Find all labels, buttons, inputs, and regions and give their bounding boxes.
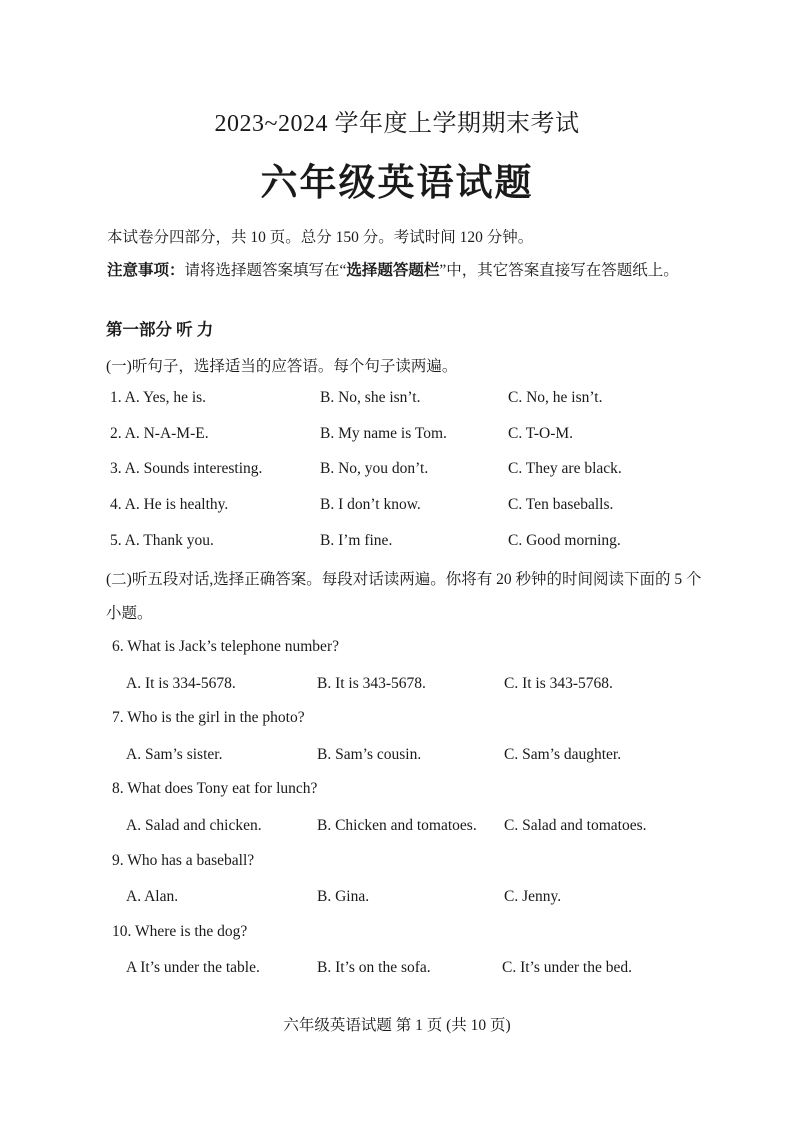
- question-6-option-b: B. It is 343-5678.: [317, 675, 426, 692]
- subsection-2-instructions-cont: 小题。: [106, 605, 153, 622]
- question-3-option-c: C. They are black.: [508, 460, 622, 477]
- question-1-option-b: B. No, she isn’t.: [320, 389, 421, 406]
- notice-text-post: ”中，其它答案直接写在答题纸上。: [439, 262, 679, 279]
- question-7-option-a: A. Sam’s sister.: [126, 746, 223, 763]
- question-6-stem: 6. What is Jack’s telephone number?: [112, 638, 339, 655]
- question-9-option-a: A. Alan.: [126, 888, 179, 905]
- page-footer: 六年级英语试题 第 1 页 (共 10 页): [283, 1017, 511, 1034]
- question-5-option-c: C. Good morning.: [508, 532, 621, 549]
- question-3-option-b: B. No, you don’t.: [320, 460, 429, 477]
- question-6-option-a: A. It is 334-5678.: [126, 675, 236, 692]
- exam-title: 2023~2024 学年度上学期期末考试: [214, 111, 580, 137]
- exam-info: 本试卷分四部分，共 10 页。总分 150 分。考试时间 120 分钟。: [107, 229, 534, 246]
- subsection-1-instructions: (一)听句子，选择适当的应答语。每个句子读两遍。: [106, 358, 458, 375]
- question-7-option-b: B. Sam’s cousin.: [317, 746, 422, 763]
- question-1-option-c: C. No, he isn’t.: [508, 389, 603, 406]
- question-2-option-c: C. T-O-M.: [508, 425, 574, 442]
- question-3-option-a: 3. A. Sounds interesting.: [110, 460, 263, 477]
- question-2-option-b: B. My name is Tom.: [320, 425, 447, 442]
- section-title: 第一部分 听 力: [106, 320, 214, 339]
- question-8-stem: 8. What does Tony eat for lunch?: [112, 780, 318, 797]
- question-10-stem: 10. Where is the dog?: [112, 923, 248, 940]
- question-8-option-b: B. Chicken and tomatoes.: [317, 817, 477, 834]
- question-9-option-c: C. Jenny.: [504, 888, 562, 905]
- question-9-option-b: B. Gina.: [317, 888, 370, 905]
- question-8-option-c: C. Salad and tomatoes.: [504, 817, 647, 834]
- question-6-option-c: C. It is 343-5768.: [504, 675, 613, 692]
- question-1-option-a: 1. A. Yes, he is.: [110, 389, 207, 406]
- question-10-option-c: C. It’s under the bed.: [502, 959, 633, 976]
- notice-text-pre: 请将选择题答案填写在“: [184, 262, 347, 279]
- subsection-2-instructions: (二)听五段对话,选择正确答案。每段对话读两遍。你将有 20 秒钟的时间阅读下面的 5 个: [106, 571, 702, 588]
- question-5-option-a: 5. A. Thank you.: [110, 532, 214, 549]
- question-7-option-c: C. Sam’s daughter.: [504, 746, 622, 763]
- notice-label: 注意事项：: [107, 262, 185, 279]
- question-7-stem: 7. Who is the girl in the photo?: [112, 709, 305, 726]
- notice-bold: 选择题答题栏: [346, 262, 440, 279]
- question-8-option-a: A. Salad and chicken.: [126, 817, 262, 834]
- question-4-option-a: 4. A. He is healthy.: [110, 496, 229, 513]
- question-4-option-c: C. Ten baseballs.: [508, 496, 614, 513]
- question-5-option-b: B. I’m fine.: [320, 532, 393, 549]
- notice: [107, 258, 679, 280]
- question-10-option-b: B. It’s on the sofa.: [317, 959, 431, 976]
- paper-title: 六年级英语试题: [260, 163, 534, 204]
- question-4-option-b: B. I don’t know.: [320, 496, 421, 513]
- question-9-stem: 9. Who has a baseball?: [112, 852, 255, 869]
- question-10-option-a: A It’s under the table.: [126, 959, 260, 976]
- question-2-option-a: 2. A. N-A-M-E.: [110, 425, 209, 442]
